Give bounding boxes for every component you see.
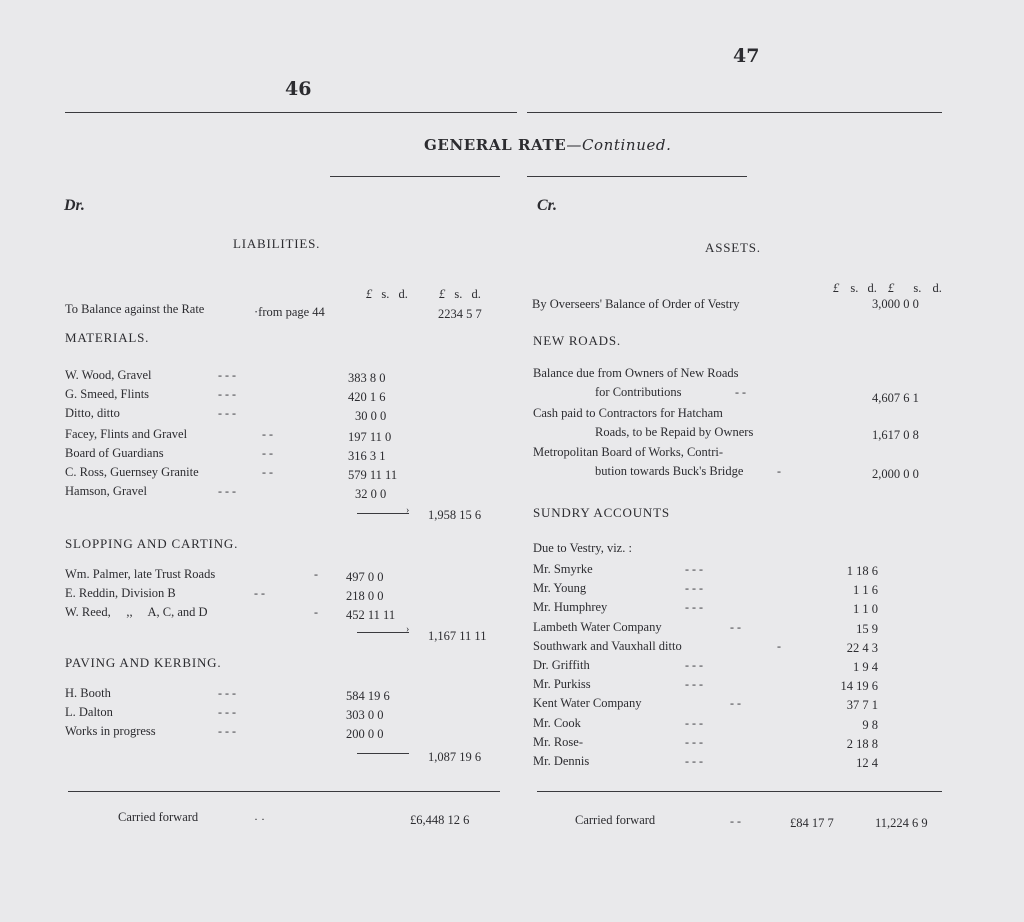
balance-note: ·from page 44 <box>254 305 325 319</box>
list-item: Wm. Palmer, late Trust Roads <box>65 567 216 581</box>
materials-title: MATERIALS. <box>65 330 150 345</box>
credit-label: Cr. <box>537 197 558 214</box>
leader-dots: · · <box>254 812 265 826</box>
col-pence-2: d. <box>932 281 942 295</box>
leader-dots: - - <box>254 586 265 600</box>
carried-forward-label: Carried forward <box>575 813 656 827</box>
item-amount: 316 3 1 <box>348 449 386 463</box>
subtotal-rule <box>357 513 409 514</box>
item-amount: 452 11 11 <box>346 608 396 622</box>
overseers-amount: 3,000 0 0 <box>872 297 919 311</box>
list-item: Dr. Griffith <box>533 658 590 672</box>
item-amount: 30 0 0 <box>355 409 387 423</box>
list-item: H. Booth <box>65 686 111 700</box>
leader-dots: - - <box>262 427 273 441</box>
item-amount: 12 4 <box>856 756 878 770</box>
left-bottom-rule <box>68 791 500 792</box>
leader-dots: - - <box>730 620 741 634</box>
item-amount: 218 0 0 <box>346 589 384 603</box>
balance-label: To Balance against the Rate <box>65 302 205 316</box>
leader-dots: - <box>777 639 781 653</box>
item-amount: 9 8 <box>862 718 878 732</box>
item-amount: 420 1 6 <box>348 390 386 404</box>
leader-dots: - <box>314 605 318 619</box>
leader-dots: - - - <box>218 724 236 738</box>
leader-dots: - - - <box>218 406 236 420</box>
title-continued: —Continued. <box>566 136 672 154</box>
list-item: Mr. Smyrke <box>533 562 593 576</box>
subtotal-rule <box>357 753 409 754</box>
carried-forward-total: 11,224 6 9 <box>875 816 928 830</box>
left-col-headers <box>366 287 481 302</box>
item-amount: 497 0 0 <box>346 570 384 584</box>
col-shillings: s. <box>850 281 859 295</box>
list-item: W. Reed, ,, A, C, and D <box>65 605 208 619</box>
item-amount: 584 19 6 <box>346 689 390 703</box>
list-item: Mr. Cook <box>533 716 581 730</box>
col-pound-2: £ <box>888 281 895 295</box>
leader-dots: - <box>777 464 781 478</box>
list-item-continued: Roads, to be Repaid by Owners <box>595 425 754 439</box>
item-amount: 1 1 6 <box>853 583 878 597</box>
leader-dots: - - - <box>218 705 236 719</box>
leader-dots: - - - <box>218 368 236 382</box>
title-text: GENERAL RATE <box>424 136 567 154</box>
list-item: Board of Guardians <box>65 446 164 460</box>
list-item: L. Dalton <box>65 705 113 719</box>
list-item: Cash paid to Contractors for Hatcham <box>533 406 723 420</box>
leader-dots: - - <box>262 465 273 479</box>
item-amount: 579 11 11 <box>348 468 398 482</box>
page-title <box>424 136 672 154</box>
item-amount: 14 19 6 <box>840 679 878 693</box>
item-amount: 1 1 0 <box>853 602 878 616</box>
item-amount: 2,000 0 0 <box>872 467 919 481</box>
leader-dots: - - - <box>685 754 703 768</box>
list-item: Mr. Humphrey <box>533 600 608 614</box>
materials-total: 1,958 15 6 <box>428 508 482 522</box>
leader-dots: - - - <box>685 677 703 691</box>
list-item: W. Wood, Gravel <box>65 368 152 382</box>
item-amount: 37 7 1 <box>846 698 878 712</box>
list-item: Ditto, ditto <box>65 406 120 420</box>
right-bottom-rule <box>537 791 942 792</box>
col-pence: d. <box>867 281 877 295</box>
paving-title: PAVING AND KERBING. <box>65 655 222 670</box>
list-item: Balance due from Owners of New Roads <box>533 366 739 380</box>
item-amount: 2 18 8 <box>846 737 878 751</box>
right-page-number: 47 <box>733 45 760 67</box>
col-pound-2: £ <box>439 287 446 301</box>
col-pence: d. <box>398 287 408 301</box>
debit-label: Dr. <box>64 197 85 214</box>
leader-dots: - - <box>262 446 273 460</box>
item-amount: 200 0 0 <box>346 727 384 741</box>
list-item: G. Smeed, Flints <box>65 387 150 401</box>
subtotal-arrow: › <box>406 624 410 635</box>
list-item: Hamson, Gravel <box>65 484 147 498</box>
leader-dots: - - - <box>685 581 703 595</box>
subtotal-arrow: › <box>406 505 410 516</box>
right-col-headers <box>833 281 942 296</box>
list-item: Mr. Young <box>533 581 587 595</box>
item-amount: 303 0 0 <box>346 708 384 722</box>
leader-dots: - - - <box>685 658 703 672</box>
leader-dots: - - - <box>218 484 236 498</box>
overseers-label: By Overseers' Balance of Order of Vestry <box>532 297 740 311</box>
col-pence-2: d. <box>471 287 481 301</box>
list-item: Mr. Rose- <box>533 735 583 749</box>
assets-header: ASSETS. <box>705 240 761 255</box>
balance-amount: 2234 5 7 <box>438 307 482 321</box>
right-title-rule <box>527 176 747 177</box>
item-amount: 1 18 6 <box>846 564 878 578</box>
leader-dots: - - <box>735 385 746 399</box>
list-item: Facey, Flints and Gravel <box>65 427 188 441</box>
list-item-continued: for Contributions <box>595 385 682 399</box>
leader-dots: - - <box>730 814 741 828</box>
sundry-intro: Due to Vestry, viz. : <box>533 541 632 555</box>
list-item: Southwark and Vauxhall ditto <box>533 639 682 653</box>
carried-forward-label: Carried forward <box>118 810 199 824</box>
list-item: Metropolitan Board of Works, Contri- <box>533 445 724 459</box>
slopping-total: 1,167 11 11 <box>428 629 487 643</box>
left-top-rule <box>65 112 517 113</box>
sundry-title: SUNDRY ACCOUNTS <box>533 505 670 520</box>
left-page-number: 46 <box>285 78 312 100</box>
col-pound: £ <box>833 281 840 295</box>
col-pound: £ <box>366 287 373 301</box>
leader-dots: - - - <box>685 735 703 749</box>
leader-dots: - - - <box>685 716 703 730</box>
new-roads-title: NEW ROADS. <box>533 333 621 348</box>
col-shillings-2: s. <box>454 287 463 301</box>
item-amount: 4,607 6 1 <box>872 391 919 405</box>
slopping-title: SLOPPING AND CARTING. <box>65 536 239 551</box>
leader-dots: - - <box>730 696 741 710</box>
list-item: C. Ross, Guernsey Granite <box>65 465 199 479</box>
subtotal-rule <box>357 632 409 633</box>
list-item: Works in progress <box>65 724 156 738</box>
list-item: Mr. Dennis <box>533 754 590 768</box>
leader-dots: - - - <box>218 387 236 401</box>
item-amount: 383 8 0 <box>348 371 386 385</box>
col-shillings-2: s. <box>913 281 922 295</box>
leader-dots: - - - <box>685 562 703 576</box>
leader-dots: - - - <box>685 600 703 614</box>
paving-total: 1,087 19 6 <box>428 750 482 764</box>
item-amount: 32 0 0 <box>355 487 387 501</box>
list-item: E. Reddin, Division B <box>65 586 176 600</box>
list-item-continued: bution towards Buck's Bridge <box>595 464 744 478</box>
item-amount: 197 11 0 <box>348 430 392 444</box>
leader-dots: - <box>314 567 318 581</box>
left-title-rule <box>330 176 500 177</box>
leader-dots: - - - <box>218 686 236 700</box>
carried-forward-amount: £84 17 7 <box>790 816 834 830</box>
list-item: Kent Water Company <box>533 696 642 710</box>
list-item: Mr. Purkiss <box>533 677 591 691</box>
right-top-rule <box>527 112 942 113</box>
list-item: Lambeth Water Company <box>533 620 662 634</box>
item-amount: 15 9 <box>856 622 878 636</box>
item-amount: 22 4 3 <box>846 641 878 655</box>
col-shillings: s. <box>381 287 390 301</box>
carried-forward-amount: £6,448 12 6 <box>410 813 470 827</box>
liabilities-header: LIABILITIES. <box>233 236 321 251</box>
item-amount: 1 9 4 <box>853 660 878 674</box>
item-amount: 1,617 0 8 <box>872 428 919 442</box>
